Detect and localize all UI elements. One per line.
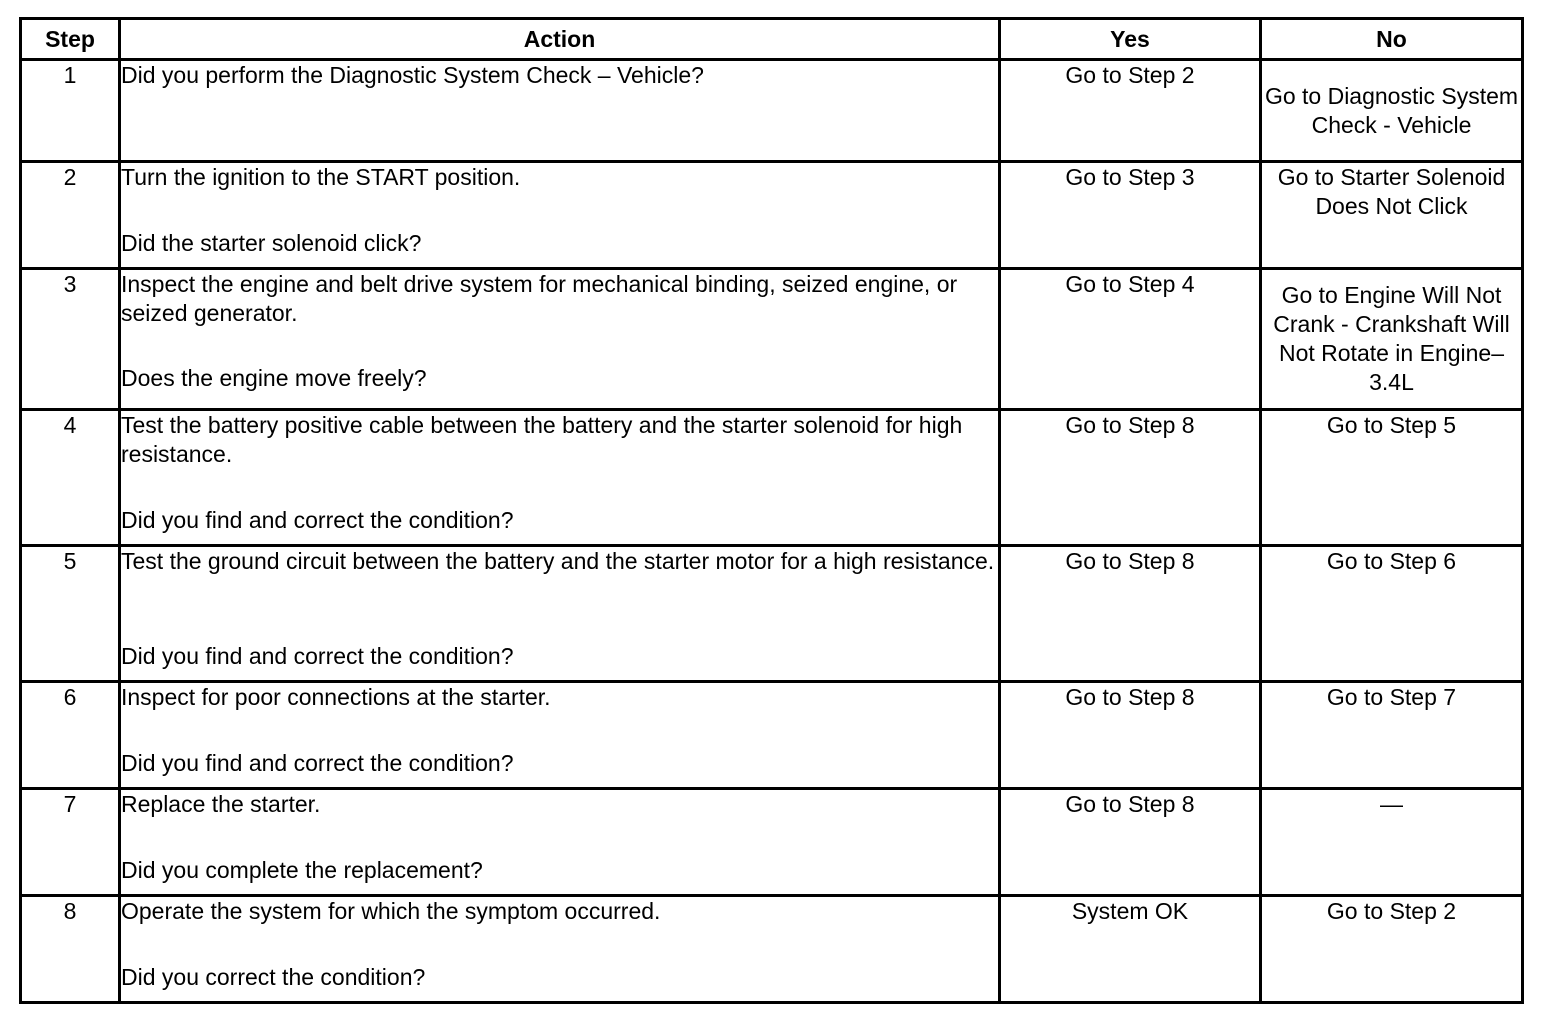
step-number: 6 [21, 682, 120, 789]
step-number: 7 [21, 789, 120, 896]
table-row [21, 896, 1523, 1003]
yes-cell: Go to Step 3 [1000, 162, 1261, 269]
diagnostic-table [19, 17, 1524, 1004]
no-cell: Go to Starter Solenoid Does Not Click [1261, 162, 1523, 269]
header-row [21, 19, 1523, 60]
yes-cell: Go to Step 4 [1000, 269, 1261, 410]
action-question: Did you perform the Diagnostic System Check – Vehicle? [121, 62, 704, 88]
action-instruction: Operate the system for which the symptom occurred. [121, 898, 661, 924]
action-instruction: Test the ground circuit between the battery and the starter motor for a high resistance. [121, 548, 995, 574]
action-cell [120, 162, 1000, 269]
no-cell: Go to Step 2 [1261, 896, 1523, 1003]
action-question: Did you find and correct the condition? [121, 750, 514, 776]
table-row [21, 162, 1523, 269]
action-question: Did you find and correct the condition? [121, 507, 514, 533]
action-instruction: Replace the starter. [121, 791, 321, 817]
step-number: 4 [21, 410, 120, 546]
yes-cell: Go to Step 8 [1000, 789, 1261, 896]
action-instruction: Inspect the engine and belt drive system for mechanical binding, seized engine, or seized generator. [121, 271, 958, 326]
action-question: Does the engine move freely? [121, 365, 427, 391]
action-cell [120, 410, 1000, 546]
header-yes: Yes [1000, 19, 1261, 60]
action-question: Did the starter solenoid click? [121, 230, 422, 256]
action-cell [120, 546, 1000, 682]
action-cell [120, 682, 1000, 789]
table-row [21, 789, 1523, 896]
action-instruction: Inspect for poor connections at the starter. [121, 684, 551, 710]
action-cell [120, 269, 1000, 410]
no-cell: Go to Step 5 [1261, 410, 1523, 546]
no-cell: Go to Diagnostic System Check - Vehicle [1261, 60, 1523, 162]
no-cell: Go to Engine Will Not Crank - Crankshaft Will Not Rotate in Engine–3.4L [1261, 269, 1523, 410]
step-number: 2 [21, 162, 120, 269]
step-number: 3 [21, 269, 120, 410]
header-no: No [1261, 19, 1523, 60]
table-row [21, 60, 1523, 162]
table-row [21, 410, 1523, 546]
action-instruction: Turn the ignition to the START position. [121, 164, 521, 190]
action-question: Did you complete the replacement? [121, 857, 483, 883]
yes-cell: Go to Step 2 [1000, 60, 1261, 162]
header-step: Step [21, 19, 120, 60]
action-cell [120, 896, 1000, 1003]
table-row [21, 682, 1523, 789]
header-action: Action [120, 19, 1000, 60]
no-cell: Go to Step 6 [1261, 546, 1523, 682]
table-row [21, 269, 1523, 410]
yes-cell: Go to Step 8 [1000, 410, 1261, 546]
action-cell [120, 789, 1000, 896]
table-row [21, 546, 1523, 682]
no-cell: — [1261, 789, 1523, 896]
step-number: 1 [21, 60, 120, 162]
step-number: 5 [21, 546, 120, 682]
action-cell [120, 60, 1000, 162]
yes-cell: Go to Step 8 [1000, 682, 1261, 789]
action-question: Did you correct the condition? [121, 964, 426, 990]
action-question: Did you find and correct the condition? [121, 643, 514, 669]
yes-cell: Go to Step 8 [1000, 546, 1261, 682]
no-cell: Go to Step 7 [1261, 682, 1523, 789]
step-number: 8 [21, 896, 120, 1003]
yes-cell: System OK [1000, 896, 1261, 1003]
action-instruction: Test the battery positive cable between the battery and the starter solenoid for high resistance. [121, 412, 963, 467]
